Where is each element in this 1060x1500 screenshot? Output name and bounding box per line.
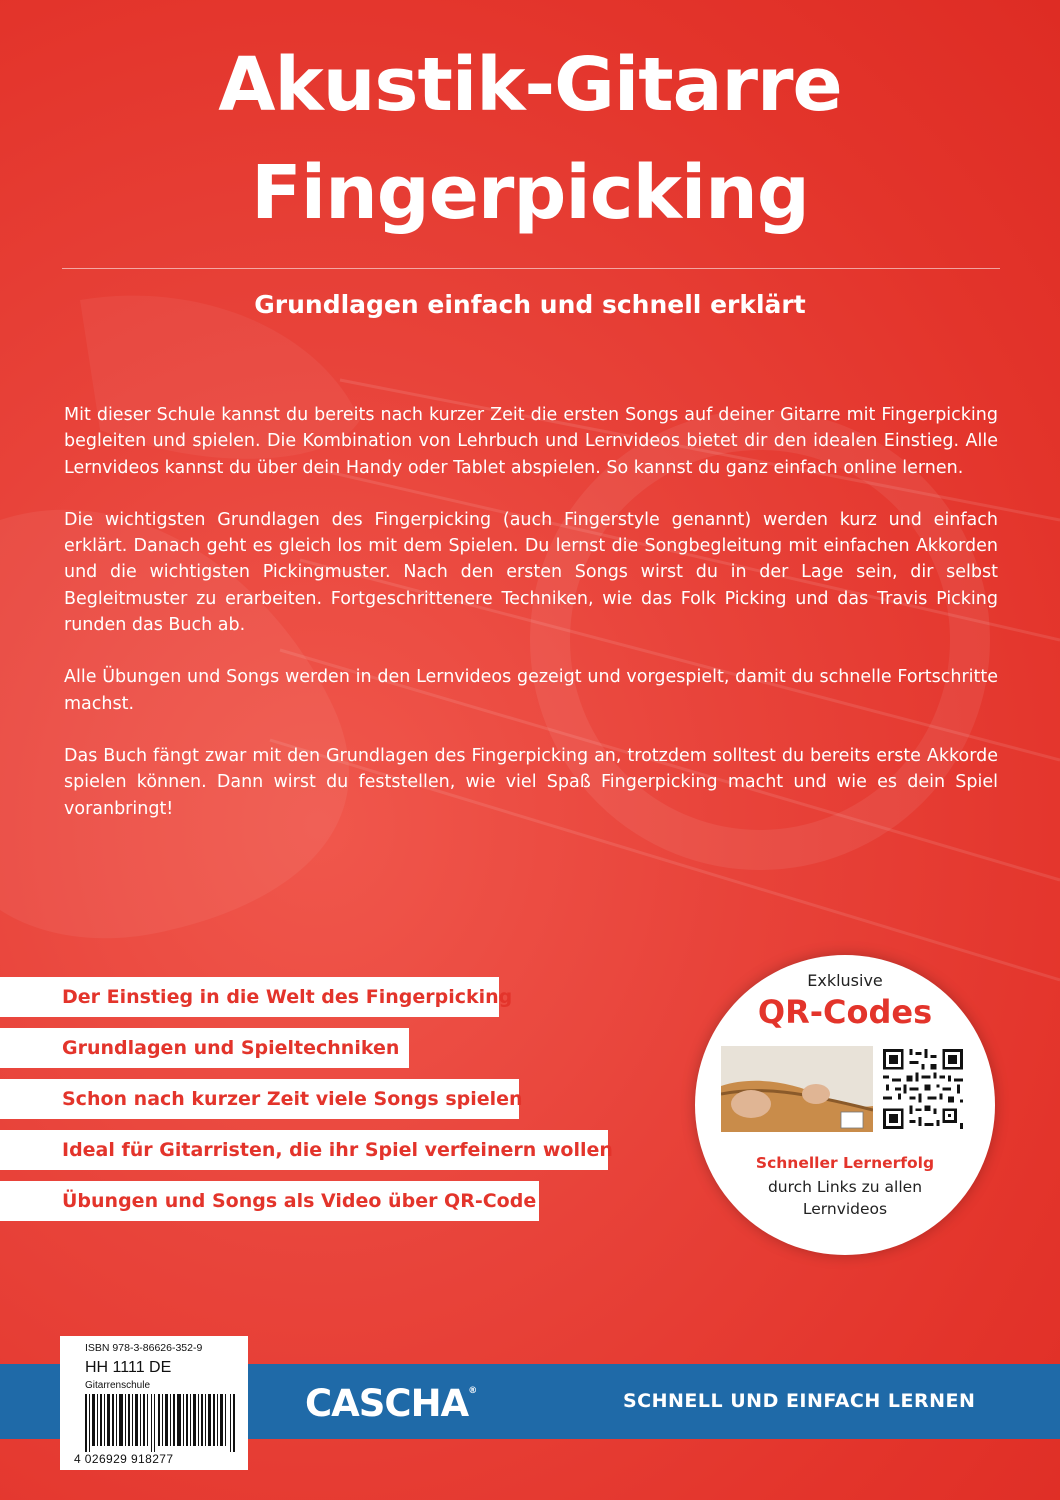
- description-paragraph: Mit dieser Schule kannst du bereits nach kurzer Zeit die ersten Songs auf deiner Gitarre mit Fingerpicking begleiten und spielen. Die Kombination von Lehrbuch und Lernvideos bietet dir den idealen Einstieg. Alle Lernvideos kannst du über dein Handy oder Tablet abspielen. So kannst du ganz einfach online lernen.: [64, 405, 998, 478]
- qr-code-image: [880, 1046, 966, 1132]
- description-paragraph: Alle Übungen und Songs werden in den Lernvideos gezeigt und vorgespielt, damit du schnelle Fortschritte machst.: [64, 667, 998, 714]
- title-line-1: Akustik-Gitarre: [218, 42, 842, 128]
- title-line-2: Fingerpicking: [251, 150, 809, 236]
- product-category: Gitarrenschule: [85, 1380, 151, 1391]
- subtitle: Grundlagen einfach und schnell erklärt: [254, 290, 806, 319]
- product-info-box: [60, 1336, 248, 1470]
- feature-item: Ideal für Gitarristen, die ihr Spiel verfeinern wollen: [0, 1130, 608, 1170]
- badge-fast-success: Schneller Lernerfolg: [755, 1154, 935, 1172]
- feature-item: Schon nach kurzer Zeit viele Songs spielen: [0, 1079, 519, 1119]
- qr-code-badge: [695, 955, 995, 1255]
- description-paragraph: Die wichtigsten Grundlagen des Fingerpicking (auch Fingerstyle genannt) werden kurz und einfach erklärt. Danach geht es gleich los mit dem Spielen. Du lernst die Songbegleitung mit einfachen Akkorden und die wichtigsten Pickingmuster. Nach den ersten Songs wirst du in der Lage sein, dir selbst Begleitmuster zu erarbeiten. Fortgeschrittenere Techniken, wie das Folk Picking und das Travis Picking runden das Buch ab.: [64, 509, 998, 636]
- title-divider: [62, 268, 1000, 269]
- description-paragraph: Das Buch fängt zwar mit den Grundlagen des Fingerpicking an, trotzdem solltest du bereits erste Akkorde spielen können. Dann wirst du feststellen, wie viel Spaß Fingerpicking macht und wie es dein Spiel voranbringt!: [64, 745, 998, 819]
- badge-exclusive-label: Exklusive: [807, 971, 883, 990]
- registered-mark: ®: [468, 1386, 477, 1396]
- barcode: [85, 1394, 237, 1452]
- footer-slogan: SCHNELL UND EINFACH LERNEN: [623, 1390, 976, 1412]
- ean-number: 4 026929 918277: [74, 1452, 174, 1466]
- feature-item: Übungen und Songs als Video über QR-Code: [0, 1181, 539, 1221]
- cascha-logo: [305, 1382, 476, 1425]
- article-number: HH 1111 DE: [85, 1359, 172, 1376]
- badge-description: durch Links zu allen Lernvideos: [767, 1178, 923, 1218]
- isbn: ISBN 978-3-86626-352-9: [85, 1342, 203, 1354]
- feature-item: Der Einstieg in die Welt des Fingerpicking: [0, 977, 499, 1017]
- badge-qr-codes-title: QR-Codes: [757, 993, 933, 1031]
- brand-name: CASCHA: [305, 1382, 469, 1425]
- guitar-lesson-photo: [721, 1046, 873, 1132]
- description-text: [64, 402, 998, 848]
- feature-item: Grundlagen und Spieltechniken: [0, 1028, 409, 1068]
